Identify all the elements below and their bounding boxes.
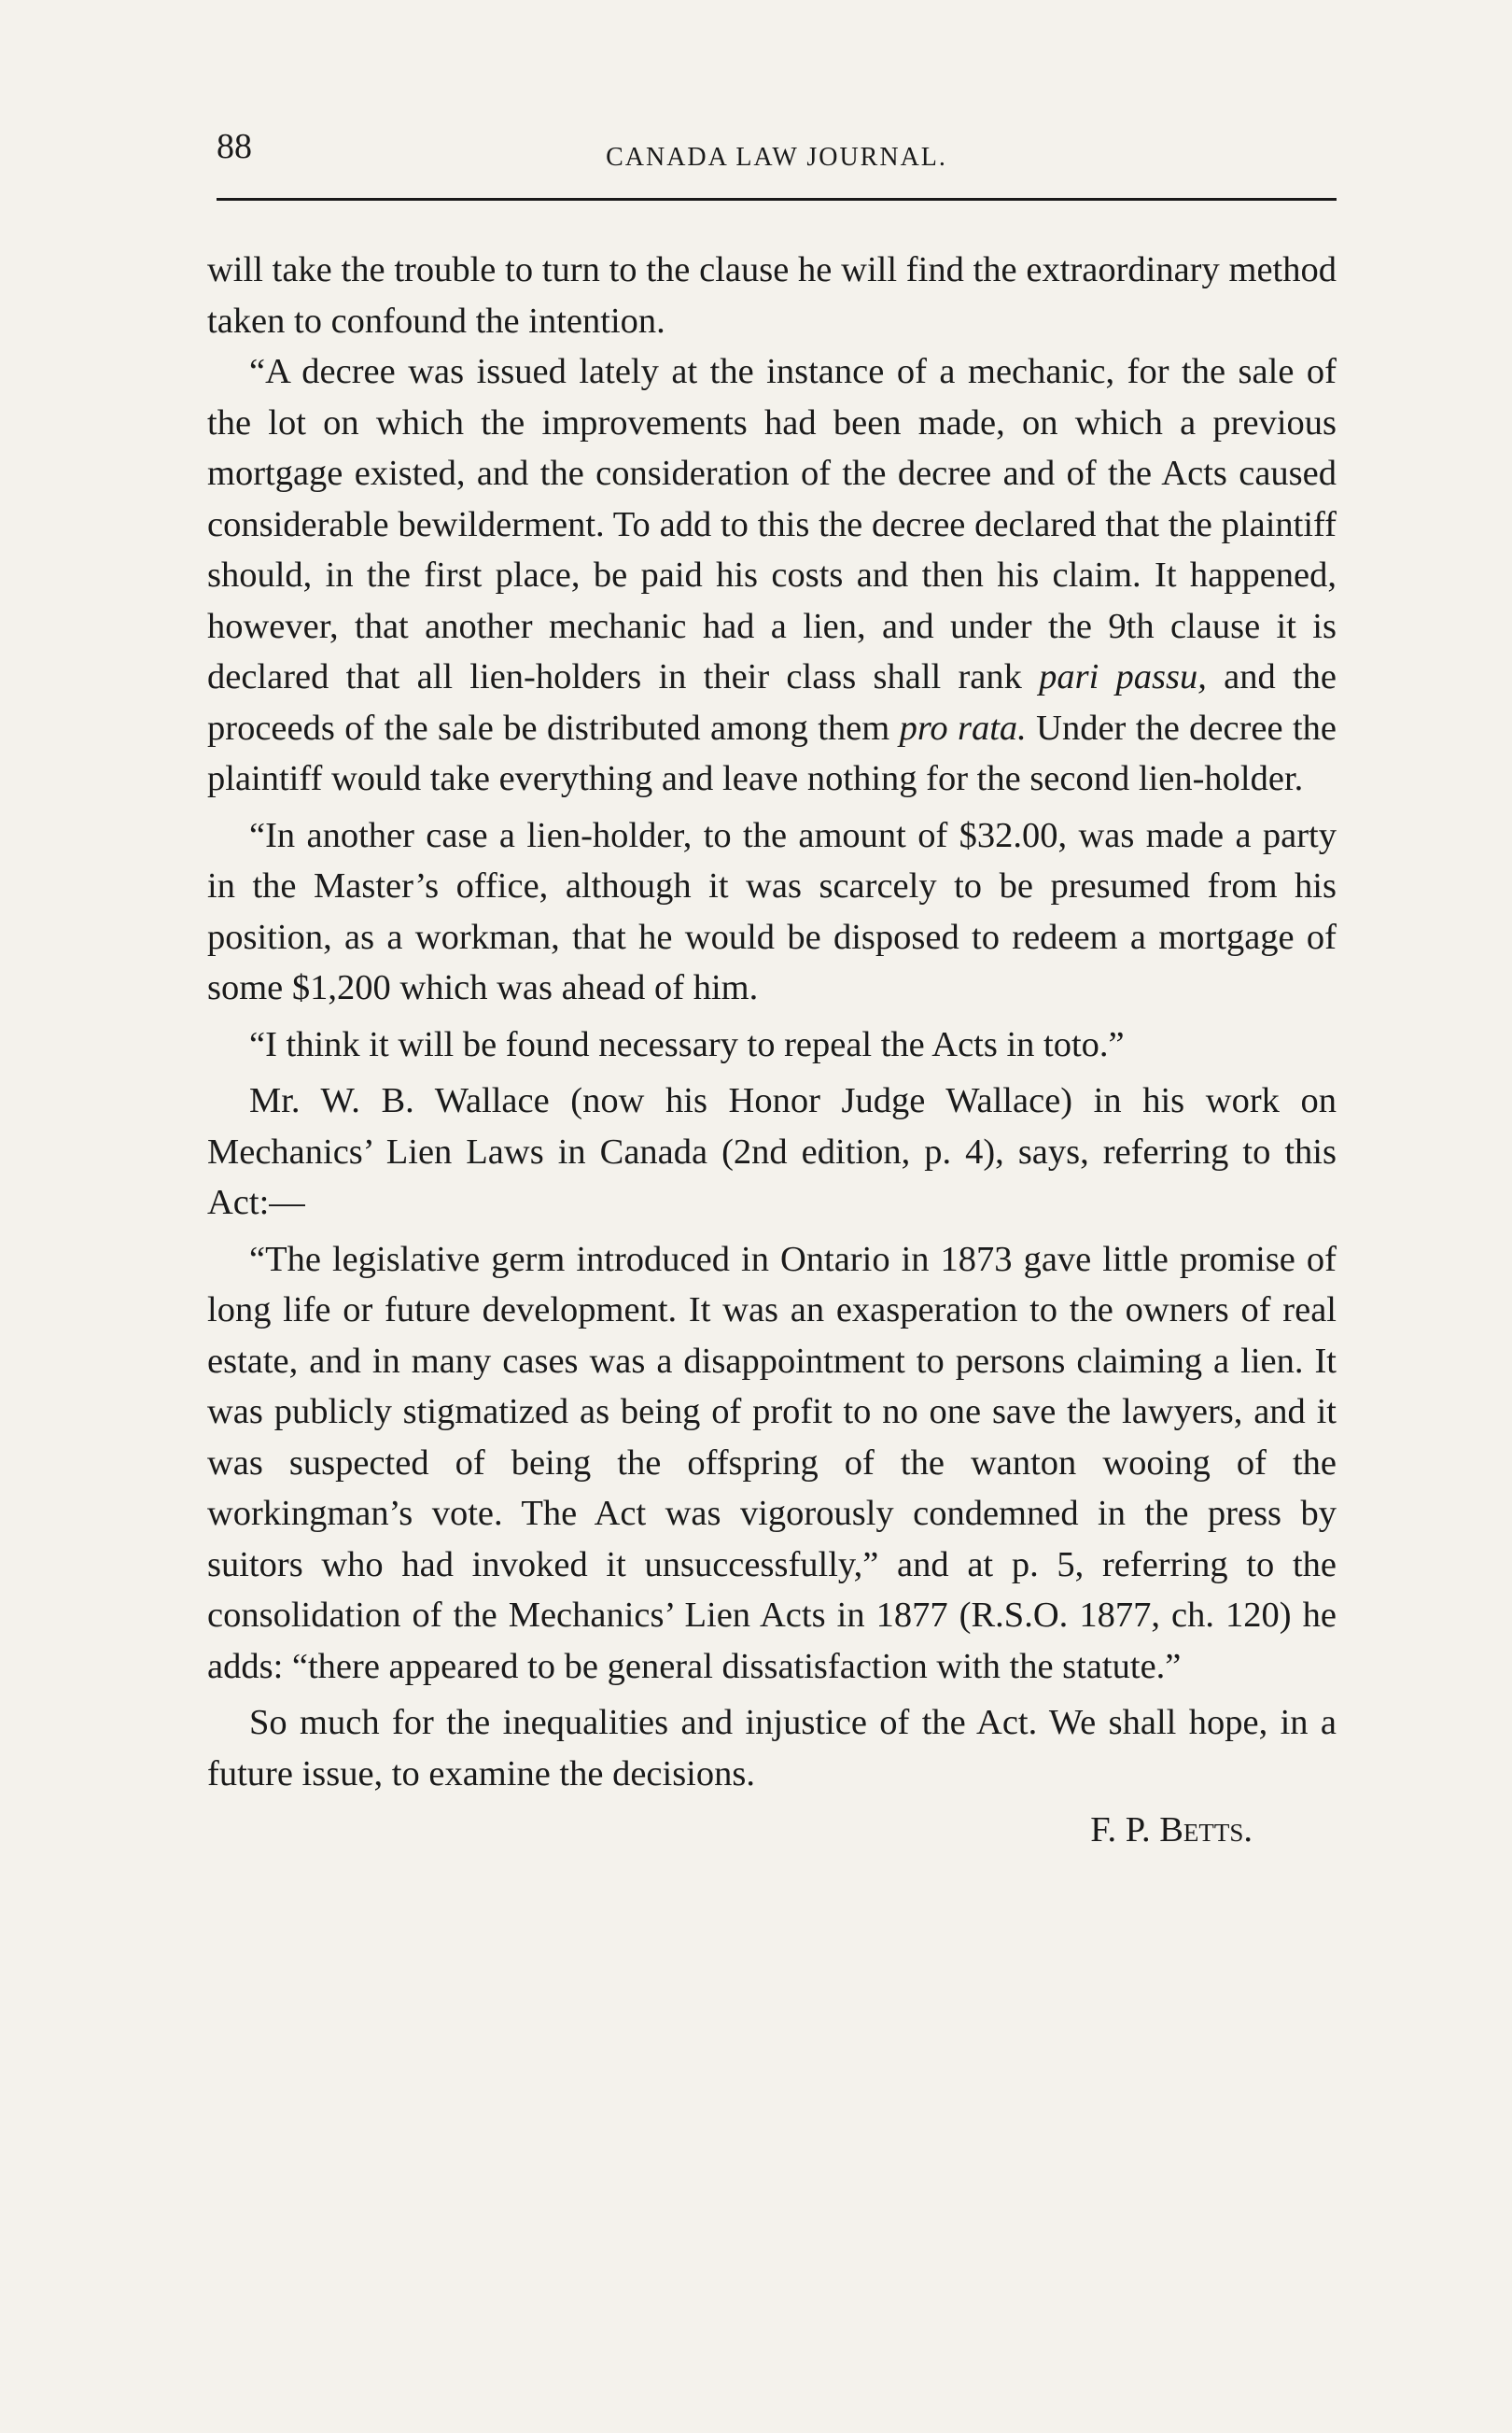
running-title: CANADA LAW JOURNAL. (606, 143, 947, 172)
page-number: 88 (217, 127, 252, 166)
paragraph-2-italic-pro-rata: pro rata. (899, 708, 1027, 748)
paragraph-3 (207, 810, 1337, 1014)
paragraph-2-italic-pari-passu: pari passu, (1039, 657, 1207, 696)
paragraph-2-text-c: Under the decree the plaintiff would take everything and leave nothing for the second lien-holder. (207, 708, 1337, 798)
paragraph-2-text-b: and the proceeds of the sale be distributed among them (207, 657, 1337, 748)
paragraph-7-text: So much for the inequalities and injustice of the Act. We shall hope, in a future issue, to examine the decisions. (207, 1703, 1337, 1793)
header-rule (217, 198, 1337, 201)
paragraph-3-text: “In another case a lien-holder, to the amount of $32.00, was made a party in the Master’s office, although it was scarcely to be presumed from his position, as a workman, that he would be disposed to redeem a mortgage of some $1,200 which was ahead of him. (207, 815, 1337, 1007)
paragraph-5-text: Mr. W. B. Wallace (now his Honor Judge Wallace) in his work on Mechanics’ Lien Laws in Canada (2nd edition, p. 4), says, referring to this Act:— (207, 1081, 1337, 1222)
author-signature: F. P. Betts. (1090, 1810, 1253, 1849)
article-body (207, 245, 1337, 1856)
paragraph-2-text-a: “A decree was issued lately at the instance of a mechanic, for the sale of the lot on which the improvements had been made, on which a previous mortgage existed, and the consideration of the decree and of the Acts caused considerable bewilderment. To add to this the decree declared that the plaintiff should, in the first place, be paid his costs and then his claim. It happened, however, that another mechanic had a lien, and under the 9th clause it is declared that all lien-holders in their class shall rank (207, 352, 1337, 696)
page-header (217, 126, 1337, 201)
paragraph-7 (207, 1697, 1337, 1799)
paragraph-4-text: “I think it will be found necessary to repeal the Acts in toto.” (249, 1024, 1125, 1064)
paragraph-1 (207, 245, 1337, 346)
paragraph-4 (207, 1020, 1337, 1071)
paragraph-6-text: “The legislative germ introduced in Ontario in 1873 gave little promise of long life or future development. It was an exasperation to the owners of real estate, and in many cases was a disappointment to persons claiming a lien. It was publicly stigmatized as being of profit to no one save the lawyers, and it was suspected of being the offspring of the wanton wooing of the workingman’s vote. The Act was vigorously condemned in the press by suitors who had invoked it unsuccessfully,” and at p. 5, referring to the consolidation of the Mechanics’ Lien Acts in 1877 (R.S.O. 1877, ch. 120) he adds: “there appeared to be general dissatisfaction with the statute.” (207, 1239, 1337, 1686)
paragraph-1-text: will take the trouble to turn to the clause he will find the extraordinary method taken to confound the intention. (207, 250, 1337, 341)
paragraph-2 (207, 346, 1337, 805)
paragraph-6 (207, 1234, 1337, 1693)
paragraph-5 (207, 1076, 1337, 1229)
